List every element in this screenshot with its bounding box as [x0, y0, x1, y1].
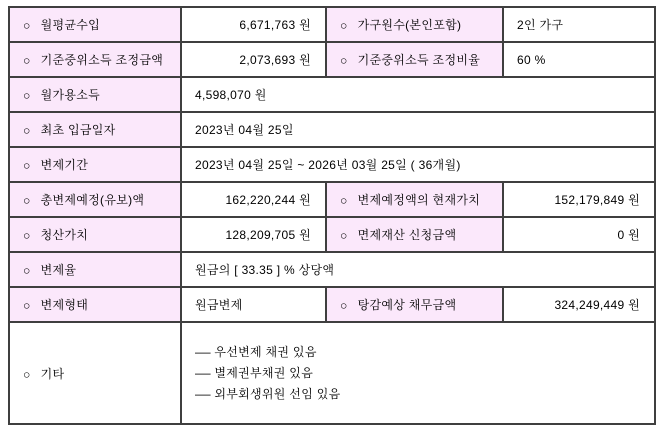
- etc-note-secured-claims: [182, 367, 654, 380]
- cell-label-household-size: [326, 7, 503, 42]
- circle-bullet-icon: ○: [23, 193, 31, 208]
- label-monthly-available-income: 월가용소득: [40, 88, 101, 102]
- cell-label-monthly-avg-income: [9, 7, 181, 42]
- table-row: [9, 322, 655, 424]
- circle-bullet-icon: ○: [340, 53, 348, 68]
- circle-bullet-icon: ○: [23, 263, 31, 278]
- value-first-deposit-date: 2023년 04월 25일: [181, 112, 655, 147]
- dash-icon: —: [195, 365, 212, 380]
- table-row: [9, 182, 655, 217]
- value-expected-forgiven-debt: 324,249,449 원: [503, 287, 655, 322]
- circle-bullet-icon: ○: [23, 88, 31, 103]
- value-repayment-rate: 원금의 [ 33.35 ] % 상당액: [181, 252, 655, 287]
- table-row: [9, 112, 655, 147]
- table-row: [9, 287, 655, 322]
- cell-etc-notes: [181, 322, 655, 424]
- value-repayment-type: 원금변제: [181, 287, 326, 322]
- table-row: [9, 77, 655, 112]
- label-monthly-avg-income: 월평균수입: [40, 18, 101, 32]
- label-total-expected-repayment: 총변제예정(유보)액: [40, 193, 145, 207]
- cell-label-present-value-of-repayment: [326, 182, 503, 217]
- circle-bullet-icon: ○: [23, 158, 31, 173]
- label-present-value-of-repayment: 변제예정액의 현재가치: [357, 193, 481, 207]
- label-repayment-rate: 변제율: [40, 263, 77, 277]
- value-exempt-property-amount: 0 원: [503, 217, 655, 252]
- cell-label-repayment-period: [9, 147, 181, 182]
- value-median-income-adjust-ratio: 60 %: [503, 42, 655, 77]
- circle-bullet-icon: ○: [340, 228, 348, 243]
- label-etc: 기타: [40, 366, 65, 381]
- circle-bullet-icon: ○: [23, 123, 31, 138]
- cell-label-median-income-adjusted-amount: [9, 42, 181, 77]
- value-liquidation-value: 128,209,705 원: [181, 217, 326, 252]
- dash-icon: —: [195, 386, 212, 401]
- label-repayment-period: 변제기간: [40, 158, 89, 172]
- label-household-size: 가구원수(본인포함): [357, 18, 462, 32]
- etc-note-text: 우선변제 채권 있음: [214, 344, 317, 359]
- value-household-size: 2인 가구: [503, 7, 655, 42]
- dash-icon: —: [195, 344, 212, 359]
- etc-note-text: 외부회생위원 선임 있음: [214, 386, 341, 401]
- value-monthly-avg-income: 6,671,763 원: [181, 7, 326, 42]
- cell-label-etc: [9, 322, 181, 424]
- circle-bullet-icon: ○: [23, 53, 31, 68]
- etc-note-external-trustee: [182, 388, 654, 401]
- table-row: [9, 147, 655, 182]
- circle-bullet-icon: ○: [340, 193, 348, 208]
- cell-label-repayment-rate: [9, 252, 181, 287]
- table-row: [9, 7, 655, 42]
- cell-label-exempt-property-amount: [326, 217, 503, 252]
- value-repayment-period: 2023년 04월 25일 ~ 2026년 03월 25일 ( 36개월): [181, 147, 655, 182]
- etc-note-text: 별제권부채권 있음: [214, 365, 314, 380]
- circle-bullet-icon: ○: [23, 367, 31, 381]
- value-present-value-of-repayment: 152,179,849 원: [503, 182, 655, 217]
- cell-label-monthly-available-income: [9, 77, 181, 112]
- label-liquidation-value: 청산가치: [40, 228, 89, 242]
- table-row: [9, 252, 655, 287]
- label-median-income-adjust-ratio: 기준중위소득 조정비율: [357, 53, 481, 67]
- cell-label-first-deposit-date: [9, 112, 181, 147]
- value-total-expected-repayment: 162,220,244 원: [181, 182, 326, 217]
- cell-label-repayment-type: [9, 287, 181, 322]
- circle-bullet-icon: ○: [340, 298, 348, 313]
- label-expected-forgiven-debt: 탕감예상 채무금액: [357, 298, 457, 312]
- circle-bullet-icon: ○: [340, 18, 348, 33]
- label-repayment-type: 변제형태: [40, 298, 89, 312]
- value-median-income-adjusted-amount: 2,073,693 원: [181, 42, 326, 77]
- table-row: [9, 42, 655, 77]
- circle-bullet-icon: ○: [23, 228, 31, 243]
- repayment-summary-table: [8, 6, 656, 425]
- circle-bullet-icon: ○: [23, 18, 31, 33]
- label-exempt-property-amount: 면제재산 신청금액: [357, 228, 457, 242]
- label-first-deposit-date: 최초 입금일자: [40, 123, 116, 137]
- table-row: [9, 217, 655, 252]
- cell-label-expected-forgiven-debt: [326, 287, 503, 322]
- circle-bullet-icon: ○: [23, 298, 31, 313]
- cell-label-median-income-adjust-ratio: [326, 42, 503, 77]
- etc-note-priority-claims: [182, 346, 654, 359]
- value-monthly-available-income: 4,598,070 원: [181, 77, 655, 112]
- cell-label-total-expected-repayment: [9, 182, 181, 217]
- label-median-income-adjusted-amount: 기준중위소득 조정금액: [40, 53, 164, 67]
- cell-label-liquidation-value: [9, 217, 181, 252]
